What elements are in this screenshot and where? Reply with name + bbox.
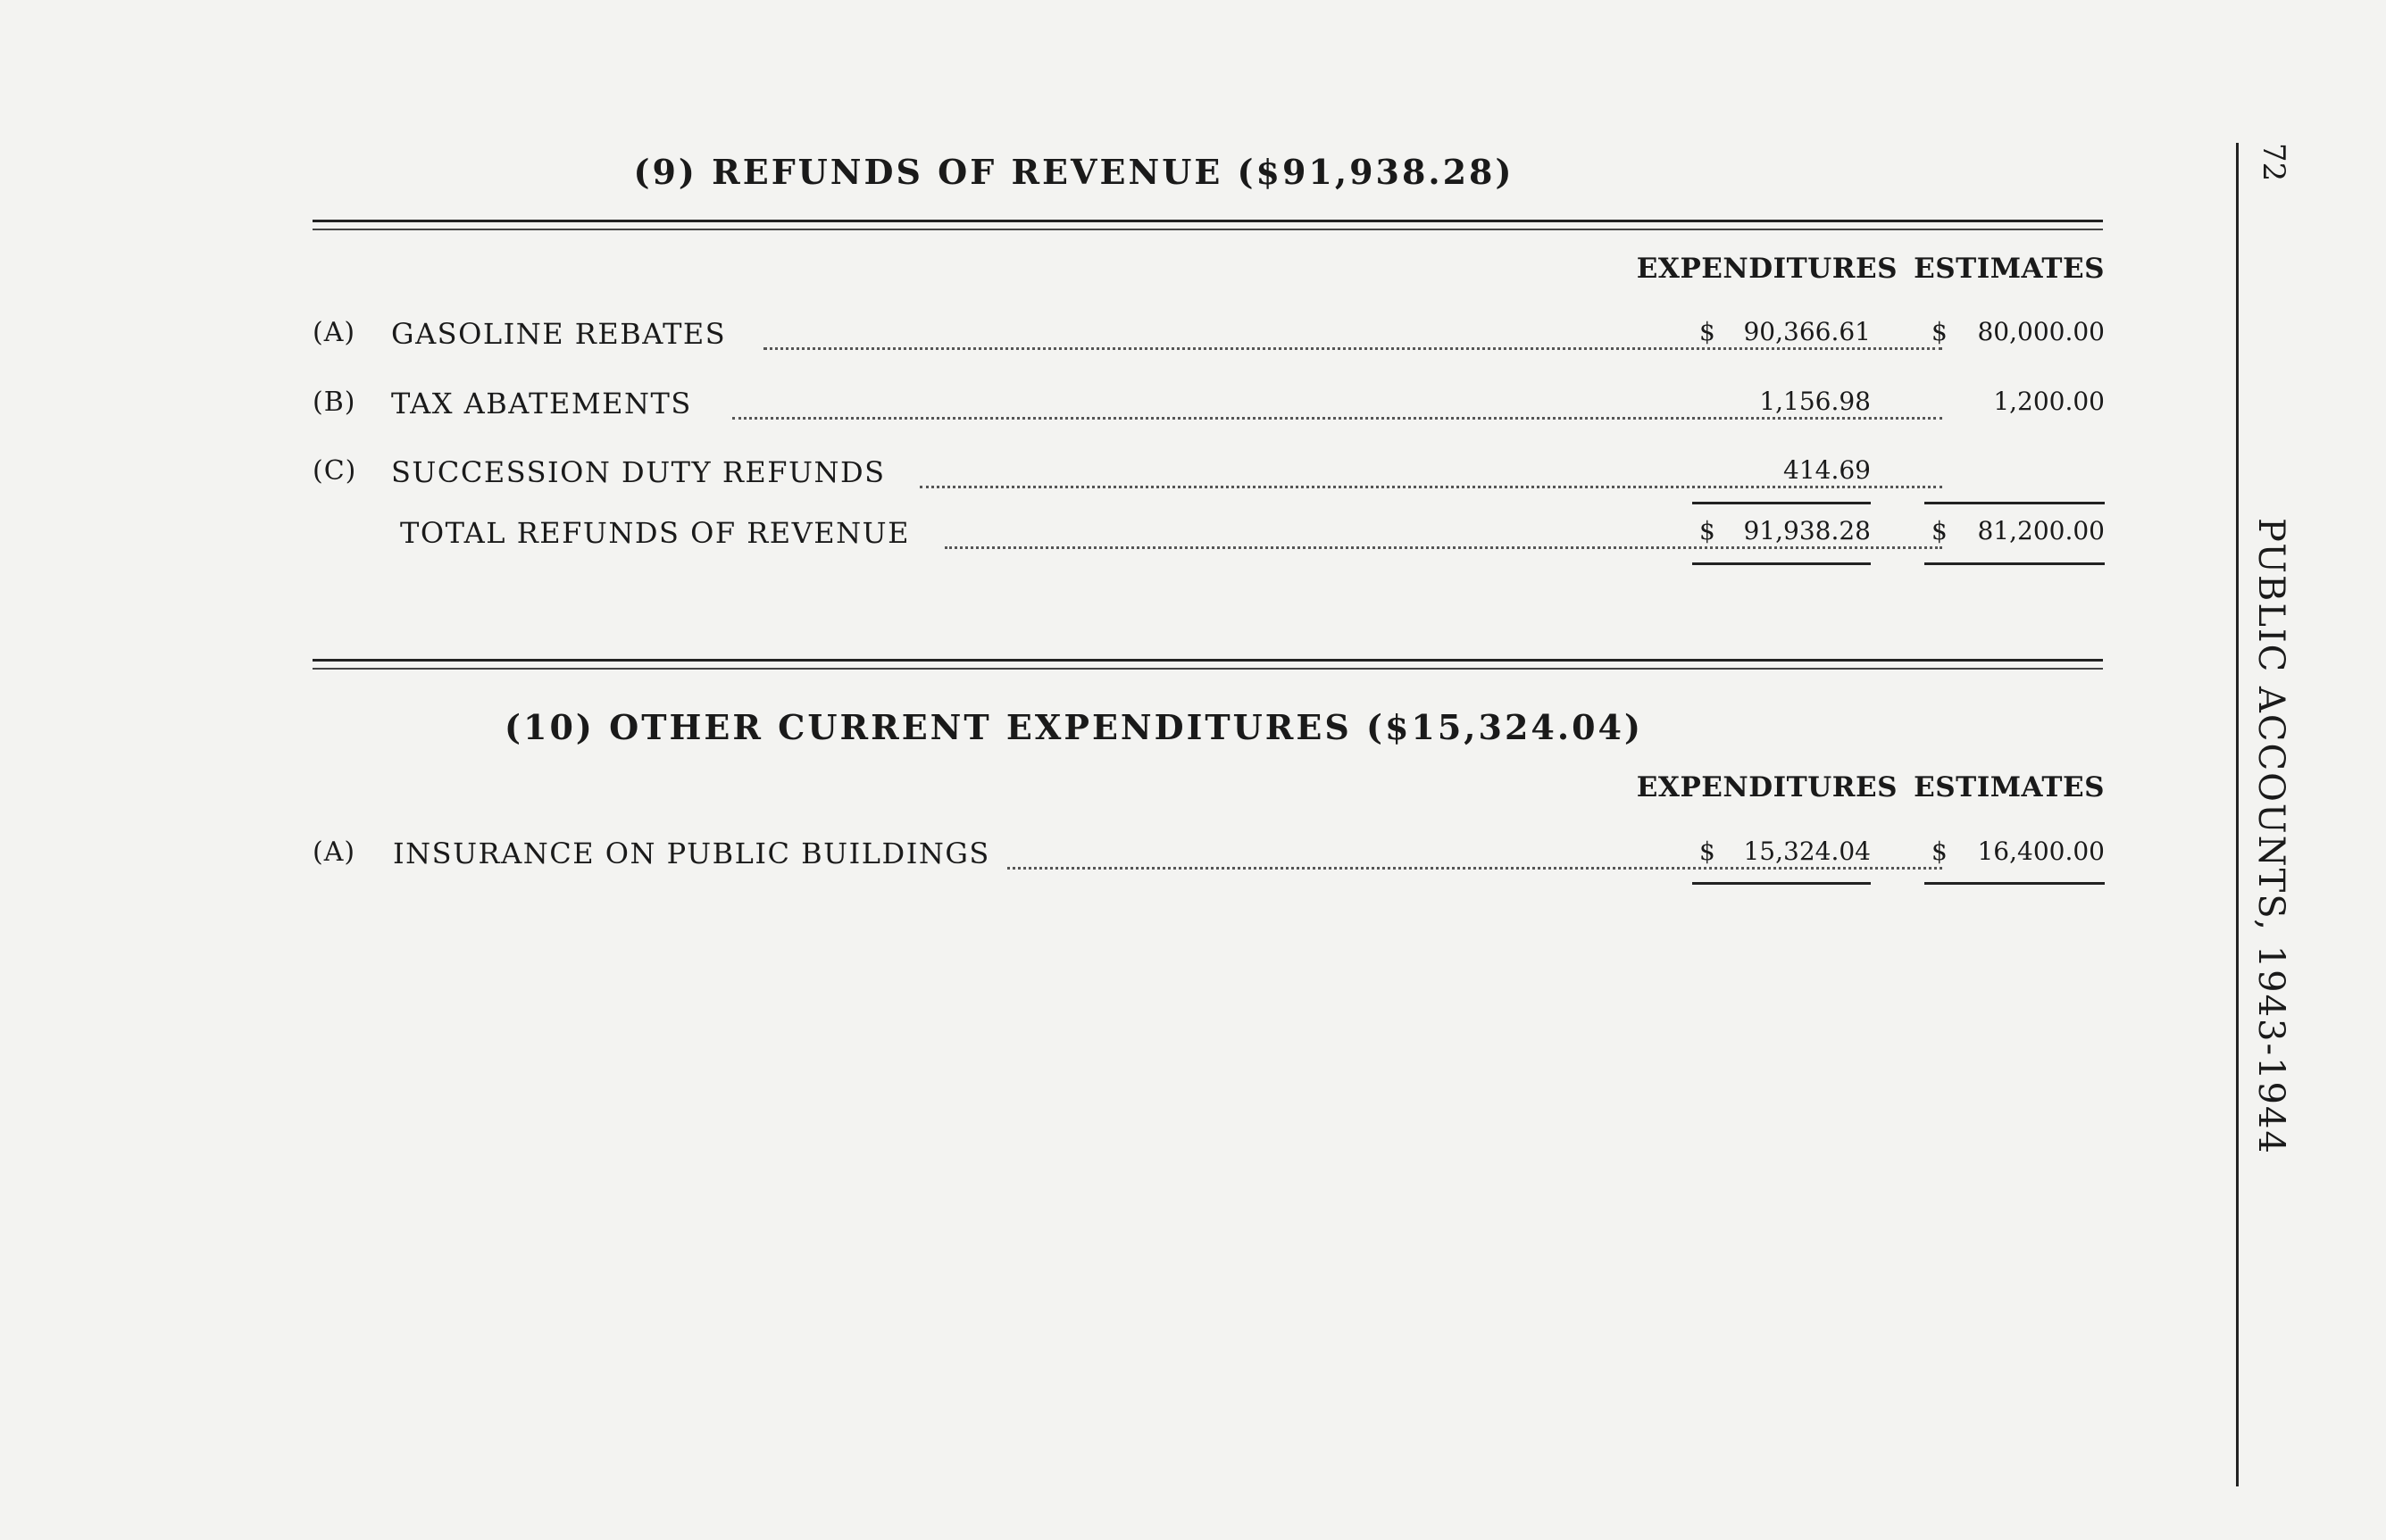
expenditure-value: 414.69 (1783, 455, 1871, 485)
subtotal-rule-estimates (1924, 502, 2105, 504)
row-label: TAX ABATEMENTS (391, 387, 692, 420)
row-label: INSURANCE ON PUBLIC BUILDINGS (393, 837, 990, 870)
total-rule-estimates (1924, 882, 2105, 885)
currency-symbol: $ (1699, 317, 1715, 346)
row-letter: (A) (313, 317, 356, 348)
currency-symbol: $ (1931, 837, 1948, 866)
currency-symbol: $ (1931, 516, 1948, 545)
currency-symbol: $ (1699, 837, 1715, 866)
row-label: SUCCESSION DUTY REFUNDS (391, 455, 886, 489)
col-header-expenditures: EXPENDITURES (1636, 771, 1898, 803)
section-divider-rule (313, 659, 2103, 662)
total-rule-expenditures (1692, 562, 1871, 565)
expenditure-value: 15,324.04 (1743, 837, 1871, 866)
currency-symbol: $ (1699, 516, 1715, 545)
page-number: 72 (2256, 143, 2291, 182)
total-expenditure-value: 91,938.28 (1743, 516, 1871, 545)
subtotal-rule-expenditures (1692, 502, 1871, 504)
total-label: TOTAL REFUNDS OF REVENUE (400, 516, 910, 550)
section-9-top-rule (313, 220, 2103, 222)
expenditure-value: 1,156.98 (1759, 387, 1871, 416)
section-9-top-rule-2 (313, 229, 2103, 230)
row-letter: (C) (313, 455, 357, 487)
estimate-value: 80,000.00 (1977, 317, 2105, 346)
col-header-expenditures: EXPENDITURES (1636, 253, 1898, 285)
estimate-value: 1,200.00 (1993, 387, 2105, 416)
currency-symbol: $ (1931, 317, 1948, 346)
running-head: PUBLIC ACCOUNTS, 1943-1944 (2250, 518, 2291, 1155)
row-letter: (B) (313, 387, 356, 418)
row-letter: (A) (313, 837, 356, 868)
row-label: GASOLINE REBATES (391, 317, 727, 351)
estimate-value: 16,400.00 (1977, 837, 2105, 866)
total-rule-expenditures (1692, 882, 1871, 885)
expenditure-value: 90,366.61 (1743, 317, 1871, 346)
section-10-title: (10) OTHER CURRENT EXPENDITURES ($15,324.04) (505, 707, 1643, 747)
total-rule-estimates (1924, 562, 2105, 565)
section-9-title: (9) REFUNDS OF REVENUE ($91,938.28) (633, 152, 1514, 192)
section-divider-rule-2 (313, 668, 2103, 670)
col-header-estimates: ESTIMATES (1914, 253, 2105, 285)
col-header-estimates: ESTIMATES (1914, 771, 2105, 803)
total-estimate-value: 81,200.00 (1977, 516, 2105, 545)
